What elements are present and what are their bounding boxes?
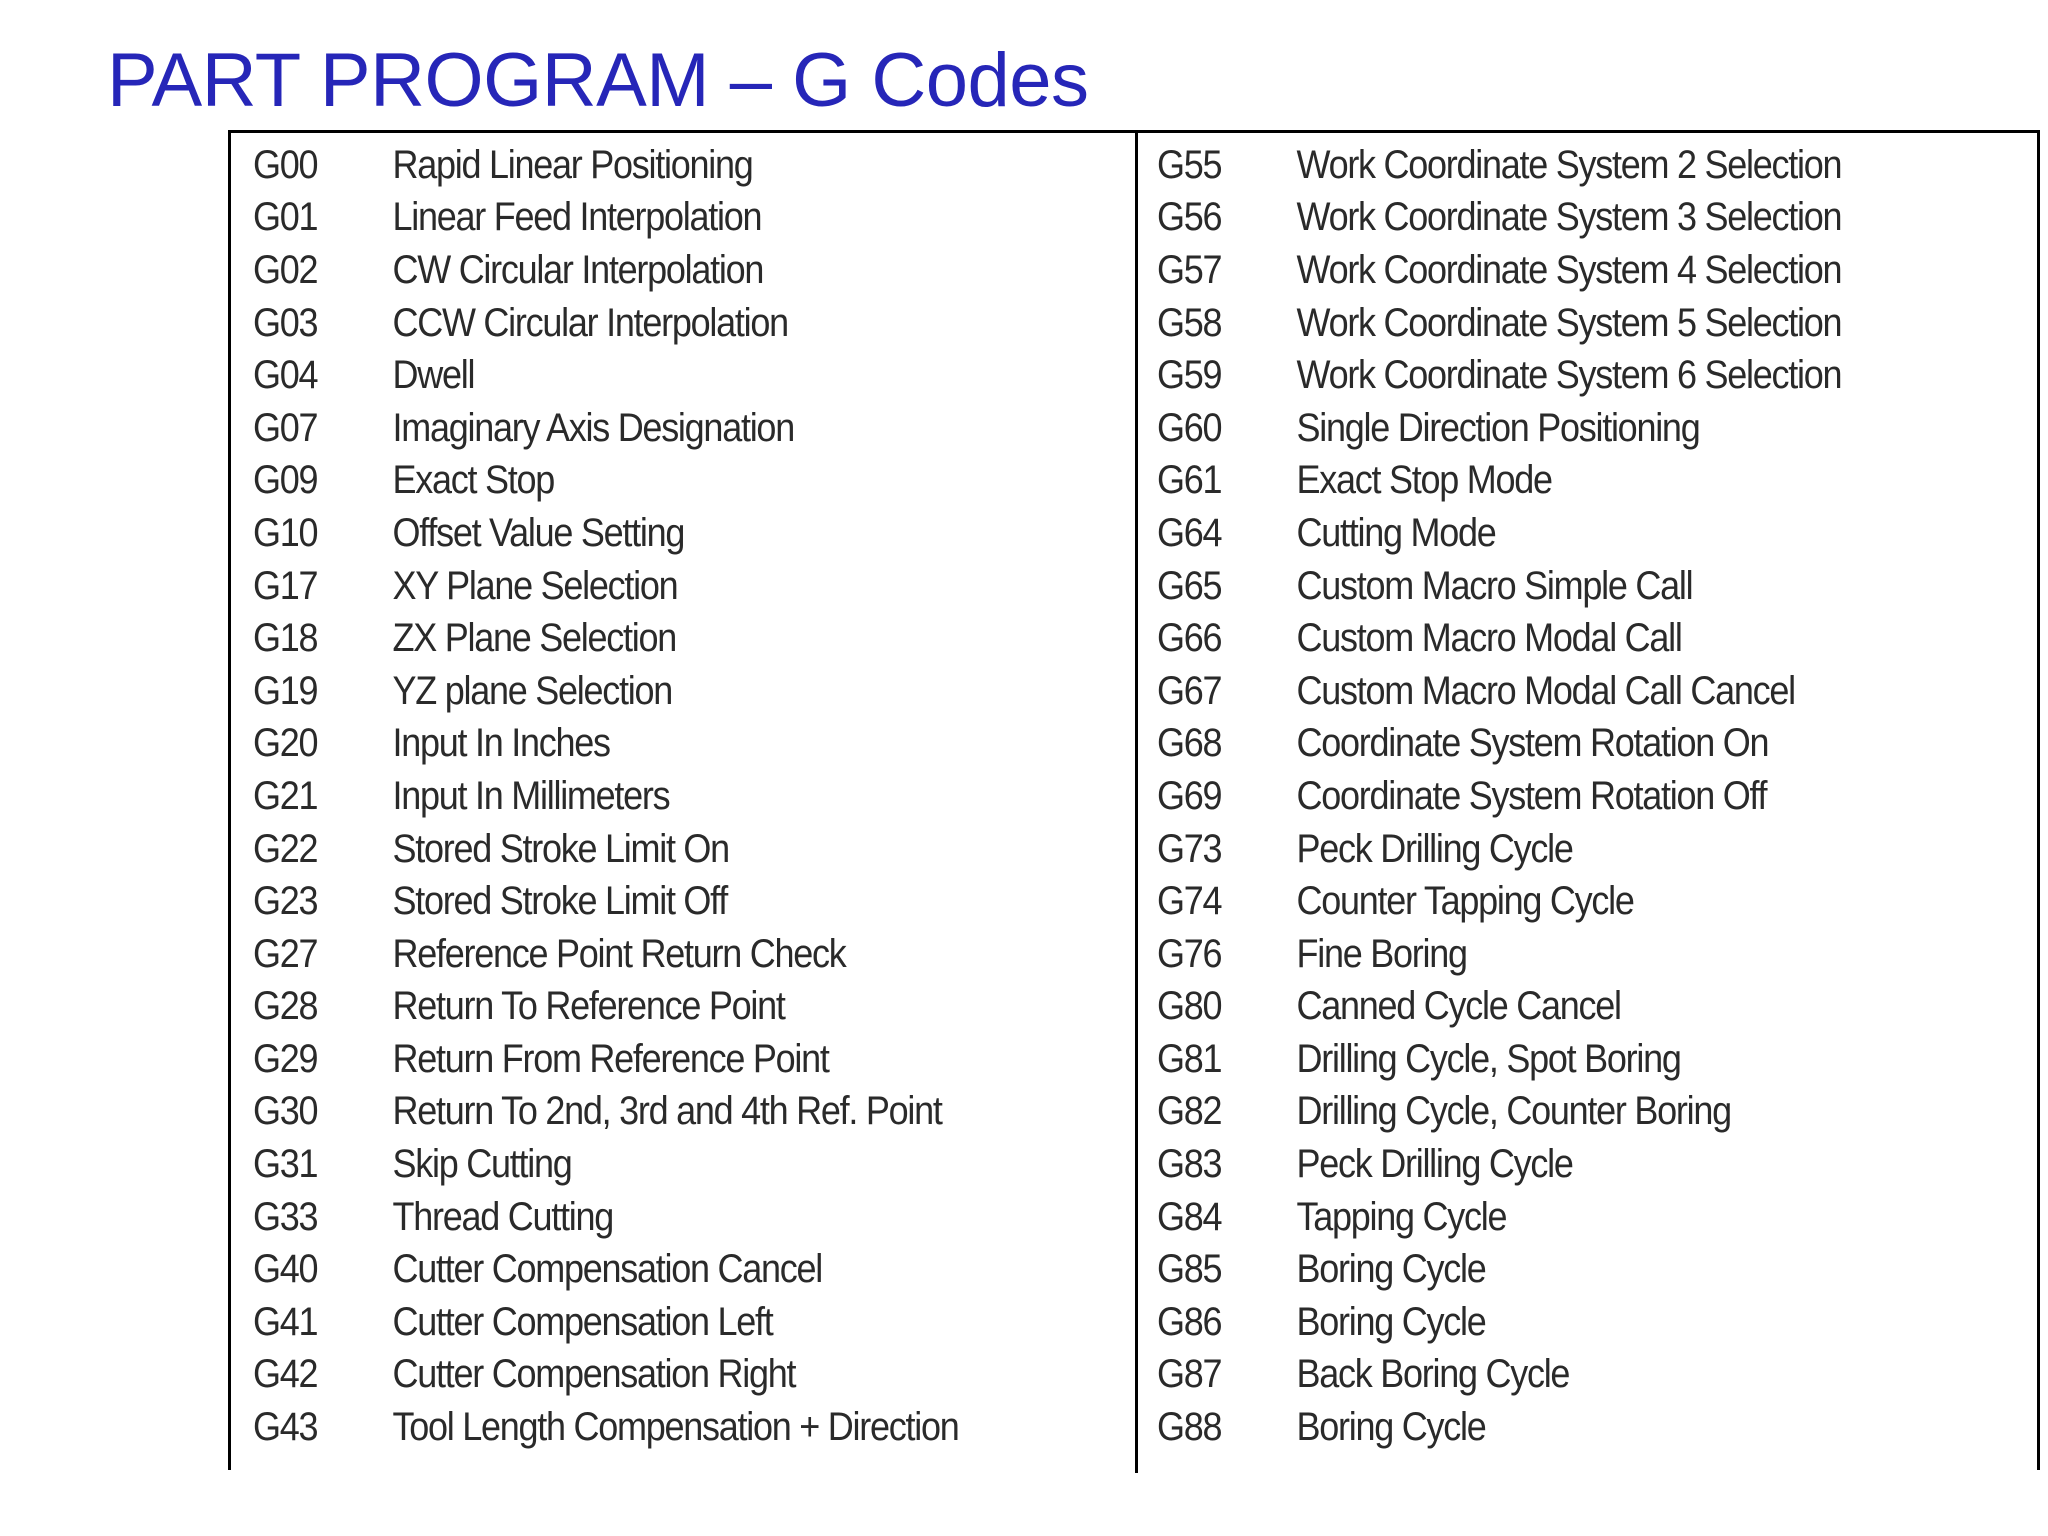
table-row	[1157, 981, 1940, 1034]
g-code-description: Input In Millimeters	[392, 773, 670, 818]
table-row	[1157, 1033, 1940, 1086]
g-code-description: Cutter Compensation Right	[392, 1352, 796, 1397]
g-code-description: Imaginary Axis Designation	[392, 405, 794, 450]
g-code-description: Work Coordinate System 5 Selection	[1296, 300, 1842, 345]
g-code-description: Work Coordinate System 3 Selection	[1296, 195, 1842, 240]
table-row	[253, 1296, 1036, 1349]
table-row	[253, 665, 1036, 718]
g-code: G58	[1157, 300, 1222, 345]
g-code: G18	[253, 616, 318, 661]
g-code-description: Canned Cycle Cancel	[1296, 984, 1621, 1029]
g-code: G86	[1157, 1299, 1222, 1344]
g-code: G01	[253, 195, 318, 240]
g-code: G87	[1157, 1352, 1222, 1397]
g-code-description: Custom Macro Modal Call Cancel	[1296, 668, 1795, 713]
g-code: G83	[1157, 1142, 1222, 1187]
table-row	[253, 297, 1036, 350]
g-code: G20	[253, 721, 318, 766]
g-code: G88	[1157, 1405, 1222, 1450]
g-code-description: Coordinate System Rotation Off	[1296, 773, 1767, 818]
table-row	[253, 1086, 1036, 1139]
g-code: G74	[1157, 879, 1222, 924]
g-code: G61	[1157, 458, 1222, 503]
g-code-description: Input In Inches	[392, 721, 610, 766]
g-code: G73	[1157, 826, 1222, 871]
g-code-description: CCW Circular Interpolation	[392, 300, 788, 345]
g-code-description: Stored Stroke Limit Off	[392, 879, 728, 924]
g-code: G56	[1157, 195, 1222, 240]
table-row	[253, 1243, 1036, 1296]
g-code: G17	[253, 563, 318, 608]
g-code-description: Thread Cutting	[392, 1194, 613, 1239]
table-row	[1157, 455, 1940, 508]
table-row	[1157, 244, 1940, 297]
g-code-description: Return From Reference Point	[392, 1036, 829, 1081]
g-code: G28	[253, 984, 318, 1029]
table-row	[253, 770, 1036, 823]
g-code: G42	[253, 1352, 318, 1397]
g-code-description: Stored Stroke Limit On	[392, 826, 729, 871]
g-code: G68	[1157, 721, 1222, 766]
table-row	[253, 455, 1036, 508]
g-code-description: Reference Point Return Check	[392, 931, 846, 976]
g-code-description: Exact Stop Mode	[1296, 458, 1552, 503]
g-code-description: Offset Value Setting	[392, 510, 685, 555]
g-code: G41	[253, 1299, 318, 1344]
table-row	[253, 612, 1036, 665]
g-code-description: Linear Feed Interpolation	[392, 195, 762, 240]
g-code: G04	[253, 353, 318, 398]
g-code: G29	[253, 1036, 318, 1081]
right-column	[1157, 139, 2027, 1454]
slide-title: PART PROGRAM – G Codes	[107, 38, 1089, 123]
g-code-description: Cutter Compensation Cancel	[392, 1247, 822, 1292]
g-code: G43	[253, 1405, 318, 1450]
g-code: G22	[253, 826, 318, 871]
g-code-description: Rapid Linear Positioning	[392, 142, 753, 187]
g-code-description: Cutter Compensation Left	[392, 1299, 773, 1344]
g-code: G40	[253, 1247, 318, 1292]
g-code-description: Coordinate System Rotation On	[1296, 721, 1769, 766]
g-code: G23	[253, 879, 318, 924]
g-code-description: Return To 2nd, 3rd and 4th Ref. Point	[392, 1089, 942, 1134]
g-code-description: Drilling Cycle, Counter Boring	[1296, 1089, 1731, 1134]
g-code: G02	[253, 247, 318, 292]
g-code-description: Skip Cutting	[392, 1142, 572, 1187]
g-code-description: Boring Cycle	[1296, 1299, 1486, 1344]
table-row	[253, 981, 1036, 1034]
table-row	[1157, 560, 1940, 613]
g-code: G09	[253, 458, 318, 503]
table-row	[1157, 349, 1940, 402]
g-code: G00	[253, 142, 318, 187]
g-code: G27	[253, 931, 318, 976]
table-row	[1157, 718, 1940, 771]
g-code-description: Drilling Cycle, Spot Boring	[1296, 1036, 1681, 1081]
g-code-description: Boring Cycle	[1296, 1247, 1486, 1292]
g-code: G85	[1157, 1247, 1222, 1292]
table-row	[1157, 875, 1940, 928]
table-row	[253, 507, 1036, 560]
table-row	[1157, 139, 1940, 192]
g-code-description: Tool Length Compensation + Direction	[392, 1405, 959, 1450]
table-row	[1157, 1138, 1940, 1191]
table-row	[253, 1349, 1036, 1402]
table-row	[253, 1401, 1036, 1454]
column-divider	[1135, 133, 1138, 1473]
table-row	[1157, 192, 1940, 245]
g-code-description: Fine Boring	[1296, 931, 1467, 976]
table-row	[1157, 1401, 1940, 1454]
g-code-description: Work Coordinate System 2 Selection	[1296, 142, 1842, 187]
left-column	[253, 139, 1123, 1454]
table-row	[253, 560, 1036, 613]
g-code: G55	[1157, 142, 1222, 187]
g-code: G60	[1157, 405, 1222, 450]
g-code: G76	[1157, 931, 1222, 976]
table-row	[1157, 1296, 1940, 1349]
g-code-description: Return To Reference Point	[392, 984, 785, 1029]
g-code-description: Work Coordinate System 6 Selection	[1296, 353, 1842, 398]
g-code-description: Boring Cycle	[1296, 1405, 1486, 1450]
table-row	[1157, 928, 1940, 981]
table-row	[253, 1033, 1036, 1086]
table-row	[253, 1138, 1036, 1191]
g-code-description: Custom Macro Modal Call	[1296, 616, 1682, 661]
table-row	[1157, 1243, 1940, 1296]
table-row	[1157, 1086, 1940, 1139]
table-row	[1157, 770, 1940, 823]
table-row	[253, 718, 1036, 771]
table-row	[1157, 507, 1940, 560]
g-code-description: Peck Drilling Cycle	[1296, 1142, 1573, 1187]
g-code: G10	[253, 510, 318, 555]
g-code: G65	[1157, 563, 1222, 608]
table-row	[1157, 612, 1940, 665]
g-code: G81	[1157, 1036, 1222, 1081]
table-row	[1157, 402, 1940, 455]
table-row	[253, 1191, 1036, 1244]
g-code: G82	[1157, 1089, 1222, 1134]
table-row	[253, 928, 1036, 981]
table-row	[253, 402, 1036, 455]
g-code-description: Cutting Mode	[1296, 510, 1496, 555]
g-code-description: Dwell	[392, 353, 475, 398]
g-code: G64	[1157, 510, 1222, 555]
table-row	[253, 875, 1036, 928]
g-code-description: Tapping Cycle	[1296, 1194, 1507, 1239]
g-code: G69	[1157, 773, 1222, 818]
g-code: G59	[1157, 353, 1222, 398]
g-code-description: Exact Stop	[392, 458, 555, 503]
g-code-description: Single Direction Positioning	[1296, 405, 1700, 450]
table-row	[253, 349, 1036, 402]
g-code-description: Back Boring Cycle	[1296, 1352, 1570, 1397]
g-code: G03	[253, 300, 318, 345]
table-row	[1157, 1191, 1940, 1244]
g-code-table	[228, 130, 2040, 1470]
g-code-description: XY Plane Selection	[392, 563, 678, 608]
g-code: G21	[253, 773, 318, 818]
table-row	[253, 823, 1036, 876]
g-code: G66	[1157, 616, 1222, 661]
g-code: G07	[253, 405, 318, 450]
g-code: G84	[1157, 1194, 1222, 1239]
table-row	[1157, 1349, 1940, 1402]
g-code-description: CW Circular Interpolation	[392, 247, 764, 292]
g-code: G80	[1157, 984, 1222, 1029]
table-row	[1157, 665, 1940, 718]
g-code-description: Custom Macro Simple Call	[1296, 563, 1693, 608]
g-code: G30	[253, 1089, 318, 1134]
table-row	[253, 244, 1036, 297]
table-row	[253, 139, 1036, 192]
g-code: G19	[253, 668, 318, 713]
g-code-description: Peck Drilling Cycle	[1296, 826, 1573, 871]
g-code: G57	[1157, 247, 1222, 292]
g-code-description: YZ plane Selection	[392, 668, 673, 713]
g-code-description: ZX Plane Selection	[392, 616, 676, 661]
g-code: G31	[253, 1142, 318, 1187]
table-row	[253, 192, 1036, 245]
g-code: G33	[253, 1194, 318, 1239]
table-row	[1157, 297, 1940, 350]
g-code: G67	[1157, 668, 1222, 713]
g-code-description: Counter Tapping Cycle	[1296, 879, 1634, 924]
table-row	[1157, 823, 1940, 876]
g-code-description: Work Coordinate System 4 Selection	[1296, 247, 1842, 292]
